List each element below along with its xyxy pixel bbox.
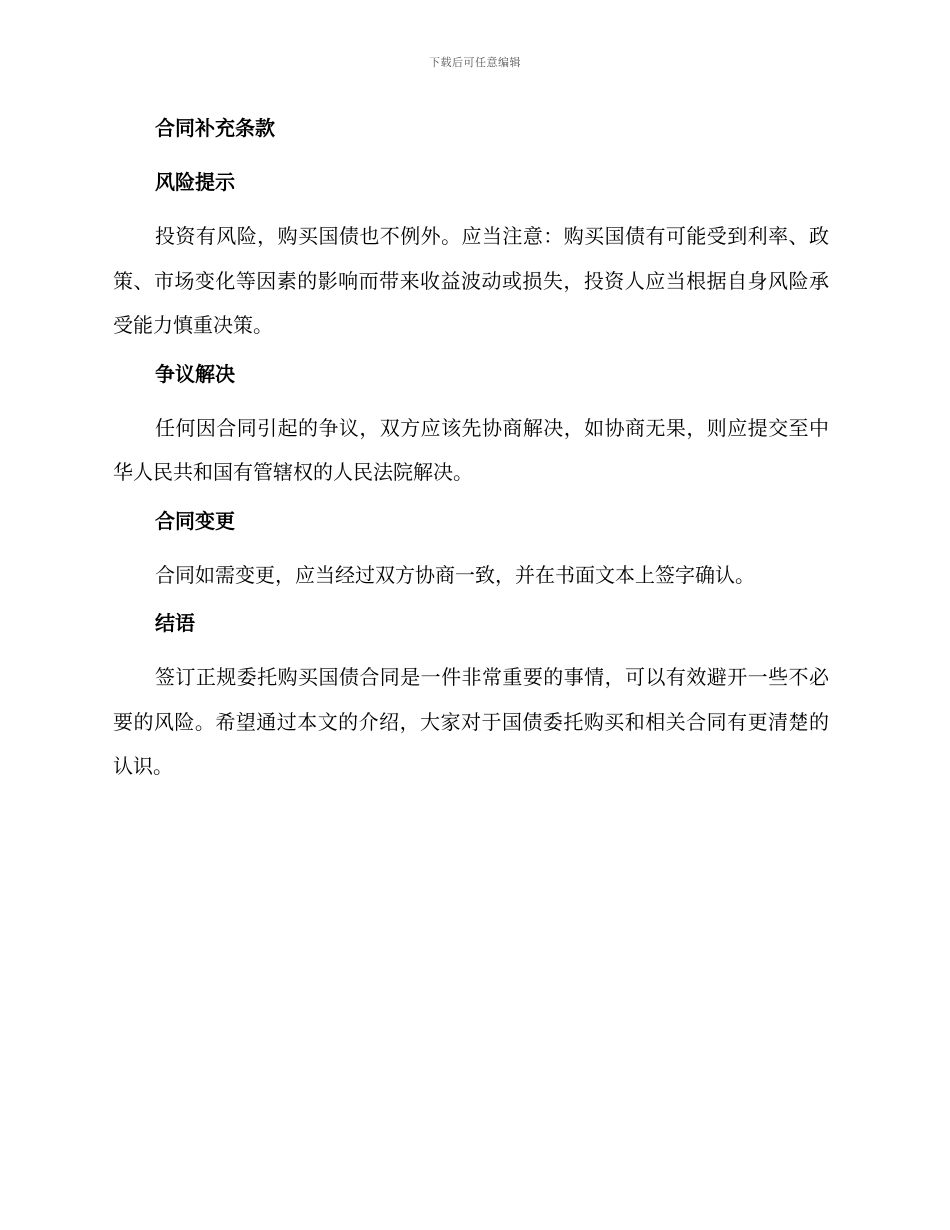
section-heading-risk: 风险提示 (155, 170, 235, 194)
document-content (113, 112, 829, 799)
section-body-dispute: 任何因合同引起的争议，双方应该先协商解决，如协商无果，则应提交至中华人民共和国有管辖权的人民法院解决。 (113, 415, 829, 484)
section-heading-dispute: 争议解决 (155, 361, 235, 386)
document-title: 合同补充条款 (155, 116, 275, 140)
header-note: 下载后可任意编辑 (429, 56, 521, 69)
section-body-change: 合同如需变更，应当经过双方协商一致，并在书面文本上签字确认。 (155, 562, 755, 587)
section-body-risk: 投资有风险，购买国债也不例外。应当注意：购买国债有可能受到利率、政策、市场变化等因素的影响而带来收益波动或损失，投资人应当根据自身风险承受能力慎重决策。 (113, 224, 829, 337)
section-heading-conclusion: 结语 (155, 611, 195, 635)
section-heading-change: 合同变更 (155, 508, 235, 533)
section-body-conclusion: 签订正规委托购买国债合同是一件非常重要的事情，可以有效避开一些不必要的风险。希望通过本文的介绍，大家对于国债委托购买和相关合同有更清楚的认识。 (113, 665, 829, 778)
